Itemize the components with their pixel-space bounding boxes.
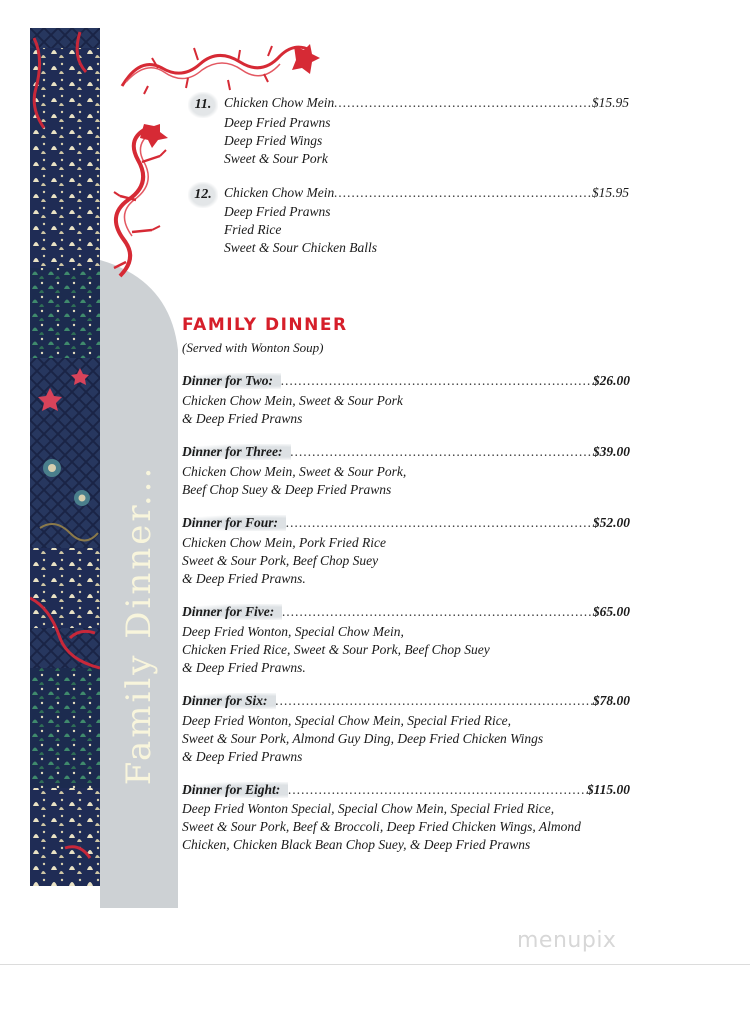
- dot-leader: [286, 515, 593, 531]
- dinner-line: Beef Chop Suey & Deep Fried Prawns: [182, 482, 392, 497]
- dot-leader: [334, 95, 592, 111]
- dinner-price: $115.00: [586, 782, 630, 797]
- dinner-name: Dinner for Two:: [182, 373, 281, 389]
- combo-price: $15.95: [591, 95, 629, 110]
- dinner-line: Sweet & Sour Pork, Beef Chop Suey: [182, 553, 379, 568]
- dinner-heading: [182, 444, 630, 460]
- section-subtitle: (Served with Wonton Soup): [182, 340, 324, 355]
- dinner-name: Dinner for Eight:: [182, 782, 288, 798]
- dinner-name: Dinner for Four:: [182, 515, 286, 531]
- dinner-line: Chicken Chow Mein, Pork Fried Rice: [182, 535, 386, 550]
- fabric-pattern-graphic: [30, 28, 100, 886]
- dinner-line: & Deep Fried Prawns.: [182, 571, 306, 586]
- dot-leader: [282, 604, 593, 620]
- dinner-line: & Deep Fried Prawns: [182, 411, 303, 426]
- dinner-price: $65.00: [592, 604, 630, 619]
- dot-leader: [291, 444, 593, 460]
- bottom-divider: [0, 964, 750, 965]
- combo-title-line: [224, 185, 629, 201]
- combo-dish: Deep Fried Prawns: [224, 115, 331, 130]
- dinner-line: & Deep Fried Prawns: [182, 749, 303, 764]
- dragon-vertical-icon: [108, 122, 178, 288]
- combo-number: 12.: [188, 182, 218, 208]
- dinner-line: Sweet & Sour Pork, Almond Guy Ding, Deep Fried Chicken Wings: [182, 731, 544, 746]
- dinner-name: Dinner for Three:: [182, 444, 291, 460]
- combo-dish: Sweet & Sour Chicken Balls: [224, 240, 377, 255]
- dinner-heading: [182, 693, 630, 709]
- combo-dish: Sweet & Sour Pork: [224, 151, 328, 166]
- dot-leader: [288, 782, 587, 798]
- combo-dish: Chicken Chow Mein: [224, 185, 335, 200]
- dinner-name: Dinner for Six:: [182, 693, 276, 709]
- dinner-price: $78.00: [592, 693, 630, 708]
- dragon-horizontal-icon: [118, 38, 320, 98]
- dinner-price: $52.00: [592, 515, 630, 530]
- dinner-line: Deep Fried Wonton Special, Special Chow Mein, Special Fried Rice,: [182, 801, 555, 816]
- dinner-heading: [182, 782, 630, 798]
- dot-leader: [281, 373, 593, 389]
- dinner-line: Deep Fried Wonton, Special Chow Mein,: [182, 624, 404, 639]
- combo-title-line: [224, 95, 629, 111]
- dinner-line: Chicken Fried Rice, Sweet & Sour Pork, Beef Chop Suey: [182, 642, 490, 657]
- dinner-line: Deep Fried Wonton, Special Chow Mein, Special Fried Rice,: [182, 713, 512, 728]
- dinner-heading: [182, 604, 630, 620]
- combo-dish: Chicken Chow Mein: [224, 95, 335, 110]
- dinner-name: Dinner for Five:: [182, 604, 282, 620]
- combo-price: $15.95: [591, 185, 629, 200]
- dinner-line: & Deep Fried Prawns.: [182, 660, 306, 675]
- combo-number: 11.: [188, 92, 218, 118]
- dinner-line: Chicken Chow Mein, Sweet & Sour Pork: [182, 393, 403, 408]
- dinner-price: $26.00: [592, 373, 630, 388]
- watermark-text: menupix: [517, 928, 617, 953]
- combo-dish: Deep Fried Wings: [224, 133, 323, 148]
- combo-dish: Deep Fried Prawns: [224, 204, 331, 219]
- dinner-line: Chicken Chow Mein, Sweet & Sour Pork,: [182, 464, 407, 479]
- dinner-line: Chicken, Chicken Black Bean Chop Suey, & Deep Fried Prawns: [182, 837, 531, 852]
- section-title: FAMILY DINNER: [182, 315, 348, 335]
- dinner-heading: [182, 515, 630, 531]
- decorative-fabric-strip: [30, 28, 100, 886]
- dinner-price: $39.00: [592, 444, 630, 459]
- combo-dish: Fried Rice: [224, 222, 282, 237]
- dinner-line: Sweet & Sour Pork, Beef & Broccoli, Deep Fried Chicken Wings, Almond: [182, 819, 581, 834]
- dot-leader: [334, 185, 592, 201]
- side-section-title: Family Dinner...: [119, 464, 159, 786]
- dot-leader: [276, 693, 593, 709]
- dinner-heading: [182, 373, 630, 389]
